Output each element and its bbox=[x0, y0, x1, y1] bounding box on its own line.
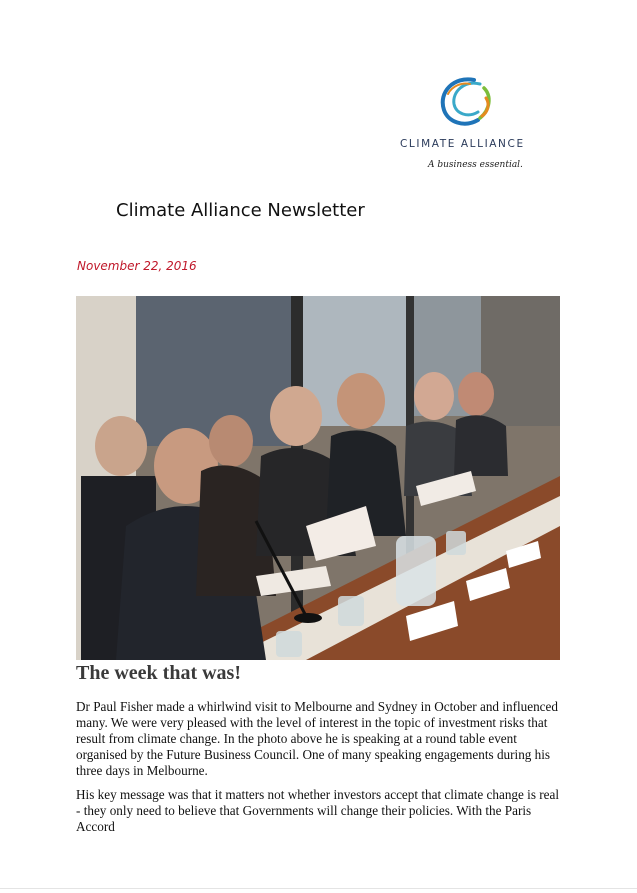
article-paragraph: Dr Paul Fisher made a whirlwind visit to Melbourne and Sydney in October and influenced many. We were very pleased with the level of interest in the topic of investment risks that result from climate change. In the photo above he is speaking at a round table event organised by the Future Business Council. One of many speaking engagements during his three days in Melbourne. bbox=[76, 699, 558, 778]
article-heading: The week that was! bbox=[76, 662, 241, 684]
round-table-meeting-photo-icon bbox=[76, 296, 560, 660]
page-bottom-divider bbox=[0, 888, 637, 889]
logo-name: CLIMATE ALLIANCE bbox=[400, 138, 525, 150]
article-paragraph: His key message was that it matters not whether investors accept that climate change is real - they only need to believe that Governments will change their policies. With the Paris Accord bbox=[76, 787, 560, 834]
logo-tagline: A business essential. bbox=[428, 160, 523, 170]
climate-alliance-logo bbox=[392, 74, 542, 184]
issue-date: November 22, 2016 bbox=[77, 259, 197, 273]
swirl-logo-icon bbox=[434, 74, 498, 136]
newsletter-title: Climate Alliance Newsletter bbox=[116, 200, 365, 221]
round-table-photo bbox=[76, 296, 560, 660]
